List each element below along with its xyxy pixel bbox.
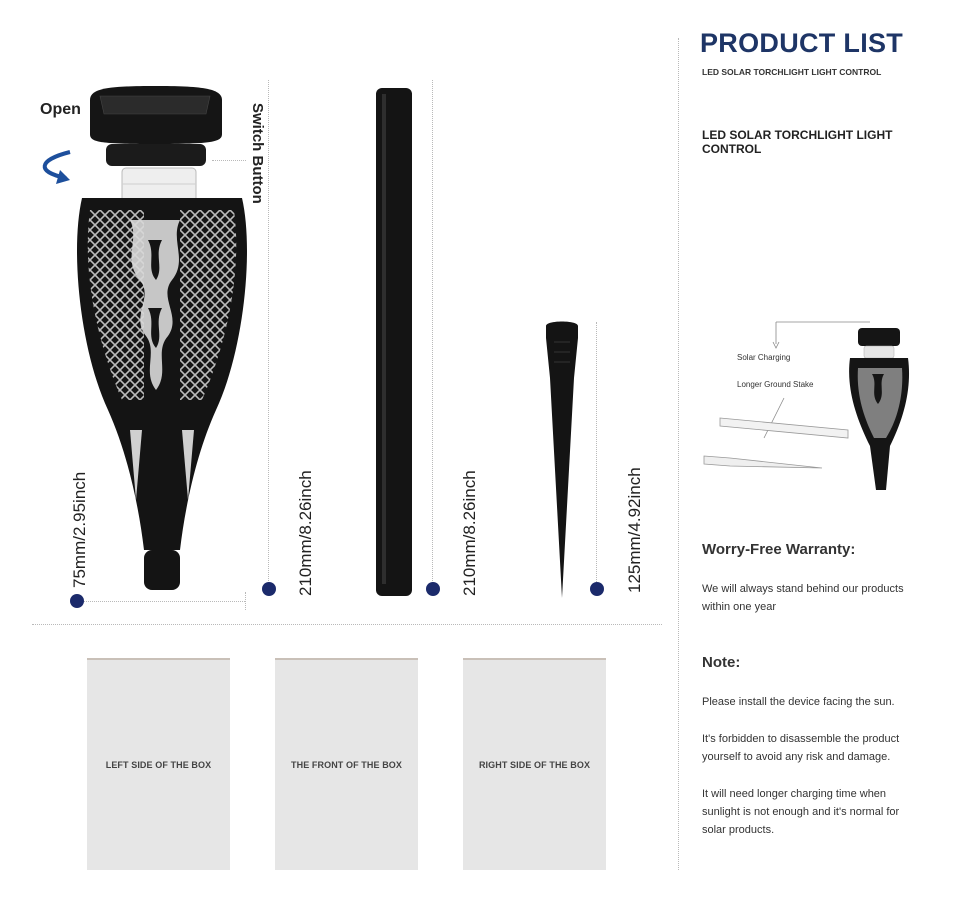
page-subtitle: LED SOLAR TORCHLIGHT LIGHT CONTROL	[702, 67, 882, 77]
box-front-label: THE FRONT OF THE BOX	[291, 760, 402, 770]
vertical-divider	[678, 38, 679, 870]
note-item: Please install the device facing the sun.	[702, 696, 895, 708]
note-heading: Note:	[702, 654, 741, 671]
page-title: PRODUCT LIST	[700, 28, 904, 58]
ground-stake-label: Longer Ground Stake	[737, 380, 814, 389]
dim-dot-pole-a	[262, 582, 276, 596]
dim-dot-stake	[590, 582, 604, 596]
box-left-label: LEFT SIDE OF THE BOX	[105, 760, 212, 770]
solar-charging-label: Solar Charging	[737, 353, 791, 362]
dim-label-torch: 75mm/2.95inch	[70, 471, 89, 588]
guide-line-pole	[432, 80, 433, 585]
dim-label-pole-a: 210mm/8.26inch	[296, 470, 315, 596]
product-name: LED SOLAR TORCHLIGHT LIGHT CONTROL	[702, 128, 893, 156]
box-left-side	[87, 658, 230, 870]
install-diagram	[700, 318, 920, 498]
note-item: It's forbidden to disassemble the product yourself to avoid any risk and damage.	[702, 733, 900, 763]
note-item: It will need longer charging time when sunlight is not enough and it's normal for solar products.	[702, 788, 900, 836]
warranty-text: We will always stand behind our products within one year	[702, 583, 904, 613]
dim-label-pole-b: 210mm/8.26inch	[460, 470, 479, 596]
dim-label-stake: 125mm/4.92inch	[625, 467, 644, 593]
box-front	[275, 658, 418, 870]
guide-line-torch	[268, 80, 269, 585]
dim-dot-pole-b	[426, 582, 440, 596]
horizontal-divider	[32, 624, 662, 625]
switch-pointer-line	[212, 160, 246, 161]
warranty-heading: Worry-Free Warranty:	[702, 541, 856, 558]
open-label: Open	[40, 101, 81, 118]
stake-illustration	[540, 318, 584, 600]
box-right-side	[463, 658, 606, 870]
pole-illustration	[372, 86, 416, 600]
guide-line-stake	[596, 322, 597, 584]
switch-button-label: Switch Button	[249, 103, 266, 204]
torch-illustration	[30, 80, 250, 605]
box-right-label: RIGHT SIDE OF THE BOX	[478, 760, 591, 770]
dim-dot-torch	[70, 594, 84, 608]
